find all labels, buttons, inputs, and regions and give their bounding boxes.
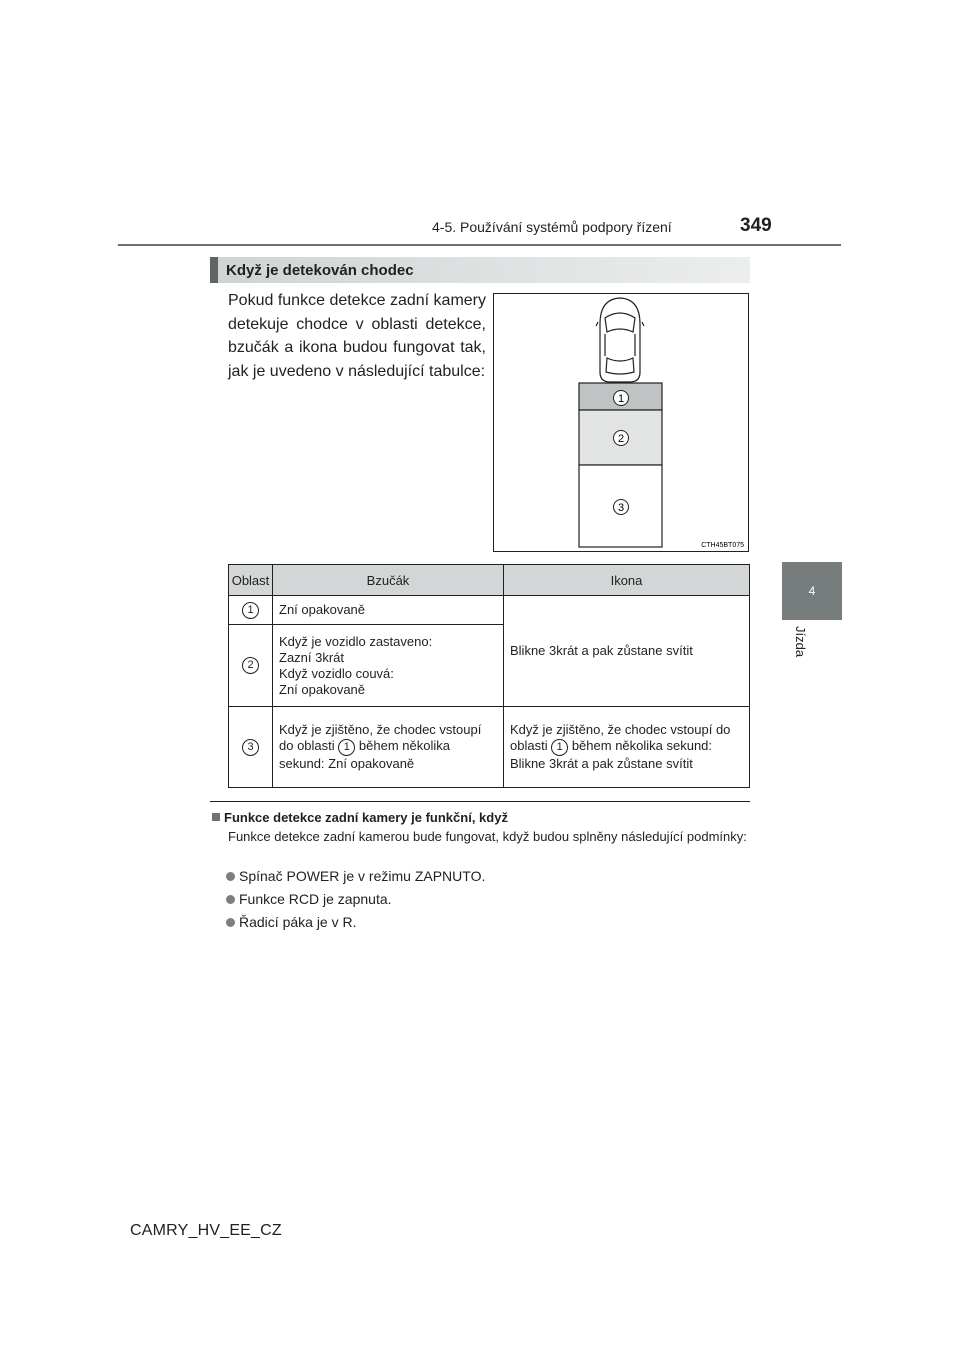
chapter-number: 4 (808, 584, 816, 598)
section-rule (210, 801, 750, 802)
zone-3-label: 3 (617, 502, 625, 514)
buzzer-cell (273, 625, 504, 707)
zone-marker: 2 (242, 657, 259, 674)
diagram-svg (494, 294, 748, 551)
list-item (226, 914, 357, 930)
icon-text: Blikne 3krát a pak zůstane svítit (510, 643, 693, 658)
icon-cell (504, 596, 750, 707)
zone-2-marker (614, 431, 629, 446)
zone-cell (229, 596, 273, 625)
buzzer-cell (273, 707, 504, 788)
section-heading (210, 257, 750, 283)
zone-ref-marker: 1 (338, 739, 355, 756)
section-heading-text: Když je detekován chodec (226, 261, 414, 279)
buzzer-line: Když je vozidlo zastaveno: (279, 633, 433, 649)
zone-cell (229, 625, 273, 707)
page-number: 349 (740, 215, 772, 236)
buzzer-line: Zazní 3krát (279, 649, 345, 665)
heading-bar (210, 257, 218, 283)
conditions-heading (212, 810, 508, 825)
buzzer-text-post: během několika sekund: Zní opakovaně (279, 738, 450, 771)
header-rule (118, 244, 841, 246)
header-title: 4-5. Používání systémů podpory řízení (432, 219, 672, 235)
figure-code: CTH45BT075 (701, 542, 744, 549)
zone-ref-marker: 1 (551, 739, 568, 756)
zone-2-label: 2 (617, 433, 625, 445)
buzzer-cell (273, 596, 504, 625)
table-header-row (229, 565, 750, 596)
conditions-heading-text: Funkce detekce zadní kamery je funkční, když (224, 810, 508, 825)
buzzer-line: Zní opakovaně (279, 681, 366, 697)
footer-code: CAMRY_HV_EE_CZ (130, 1222, 282, 1239)
icon-text-post: během několika sekund: Blikne 3krát a pak zůstane svítit (510, 738, 713, 771)
zone-1-label: 1 (617, 393, 625, 405)
table-row (229, 707, 750, 788)
chapter-label: Jízda (793, 626, 808, 658)
bullet-icon (226, 872, 235, 881)
table-row (229, 596, 750, 625)
square-bullet-icon (212, 813, 220, 821)
bullet-icon (226, 918, 235, 927)
detection-area-diagram (493, 293, 749, 552)
zone-marker: 3 (242, 739, 259, 756)
buzzer-text-pre: Když je zjištěno, že chodec vstoupí do oblasti (279, 722, 482, 754)
list-item-text: Funkce RCD je zapnuta. (239, 891, 392, 907)
intro-paragraph: Pokud funkce detekce zadní kamery detekuje chodce v oblasti detekce, bzučák a ikona budou fungovat tak, jak je uvedeno v následující tabulce: (228, 292, 486, 380)
chapter-tab (782, 562, 842, 620)
detection-table (228, 564, 750, 788)
conditions-intro: Funkce detekce zadní kamerou bude fungovat, když budou splněny následující podmínky: (228, 829, 747, 844)
bullet-icon (226, 895, 235, 904)
icon-cell (504, 707, 750, 788)
list-item (226, 868, 485, 884)
list-item-text: Řadicí páka je v R. (239, 914, 357, 930)
car-icon (596, 298, 644, 382)
zone-marker: 1 (242, 602, 259, 619)
column-header-icon: Ikona (504, 565, 750, 596)
column-header-zone: Oblast (229, 565, 273, 596)
icon-text-pre: Když je zjištěno, že chodec vstoupí do oblasti (510, 722, 731, 754)
column-header-buzzer: Bzučák (273, 565, 504, 596)
buzzer-text: Zní opakovaně (279, 602, 366, 617)
zone-3-marker (614, 500, 629, 515)
list-item-text: Spínač POWER je v režimu ZAPNUTO. (239, 868, 486, 884)
list-item (226, 891, 392, 907)
buzzer-line: Když vozidlo couvá: (279, 665, 394, 681)
zone-1-marker (614, 391, 629, 406)
zone-cell (229, 707, 273, 788)
